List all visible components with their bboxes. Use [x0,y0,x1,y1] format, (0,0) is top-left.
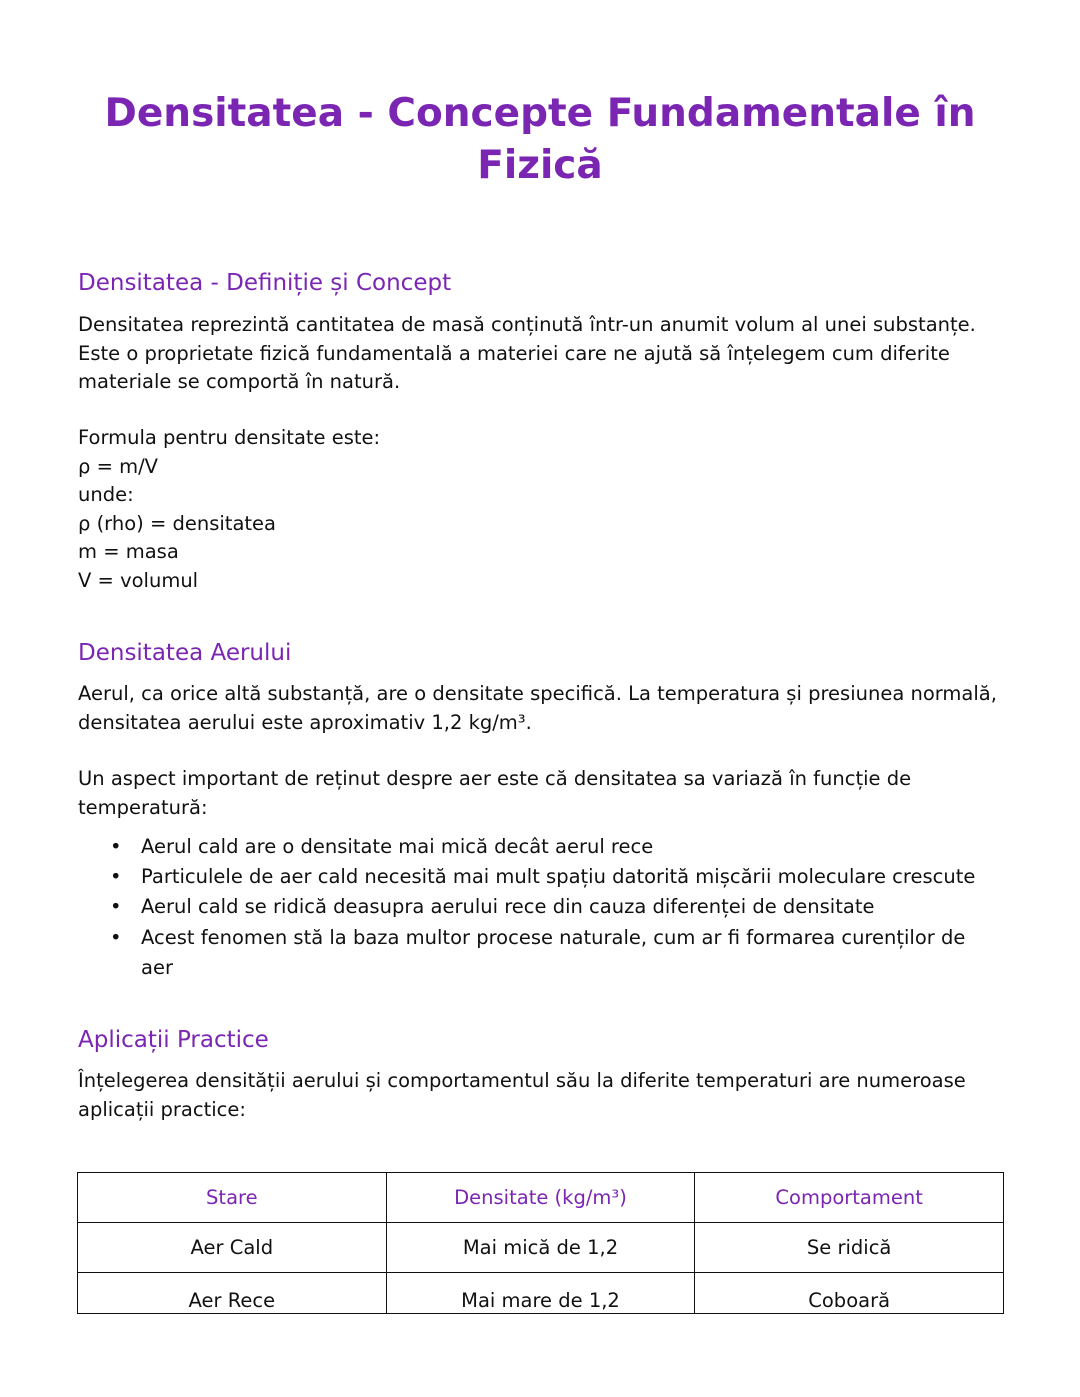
air-paragraph-1: Aerul, ca orice altă substanță, are o densitate specifică. La temperatura și presiunea normală, densitatea aerului este aproximativ 1,2 kg/m³. [78,682,997,734]
bullet-dot-icon: • [110,925,122,949]
table-header-cell: Densitate (kg/m³) [386,1173,695,1223]
list-item-text: Acest fenomen stă la baza multor procese naturale, cum ar fi formarea curenților de aer [141,925,966,979]
table-cell: Mai mare de 1,2 [386,1273,695,1314]
table-cell: Se ridică [695,1223,1004,1273]
air-bullet-list [108,832,998,983]
table-cell: Aer Rece [78,1273,387,1314]
formula-block [78,424,678,595]
section-heading-air: Densitatea Aerului [78,640,292,666]
formula-line: V = volumul [78,568,199,592]
formula-line: m = masa [78,540,179,563]
bullet-dot-icon: • [110,865,122,889]
bullet-dot-icon: • [110,895,122,919]
list-item [108,862,998,892]
list-item-text: Particulele de aer cald necesită mai mult spațiu datorită mișcării moleculare crescute [141,865,976,889]
formula-line: Formula pentru densitate este: [78,426,381,449]
list-item-text: Aerul cald are o densitate mai mică decât aerul rece [141,835,654,858]
table-cell: Mai mică de 1,2 [386,1223,695,1273]
table-header-row [78,1173,1004,1223]
density-table [77,1172,1004,1314]
formula-line: ρ (rho) = densitatea [78,511,276,535]
bullet-dot-icon: • [110,835,122,858]
list-item-text: Aerul cald se ridică deasupra aerului rece din cauza diferenței de densitate [141,895,875,919]
formula-line: ρ = m/V [78,454,159,478]
list-item [108,832,998,862]
table-cell: Aer Cald [78,1223,387,1273]
list-item [108,892,998,922]
definition-paragraph: Densitatea reprezintă cantitatea de masă conținută într-un anumit volum al unei substanțe. Este o proprietate fizică fundamentală a materiei care ne ajută să înțelegem cum diferite materiale se comportă în natură. [78,313,976,393]
table-header-cell: Comportament [695,1173,1004,1223]
air-paragraph-2: Un aspect important de reținut despre aer este că densitatea sa variază în funcție de temperatură: [78,767,912,819]
table-row [78,1223,1004,1273]
formula-line: unde: [78,483,134,506]
page-title: Densitatea - Concepte Fundamentale în Fizică [104,91,976,188]
list-item [108,923,998,983]
section-heading-applications: Aplicații Practice [78,1027,269,1053]
table-row [78,1273,1004,1314]
table-cell: Coboară [695,1273,1004,1314]
table-header-cell: Stare [78,1173,387,1223]
section-heading-definition: Densitatea - Definiție și Concept [78,270,452,296]
applications-paragraph: Înțelegerea densității aerului și comportamentul său la diferite temperaturi are numeroase aplicații practice: [78,1069,966,1121]
